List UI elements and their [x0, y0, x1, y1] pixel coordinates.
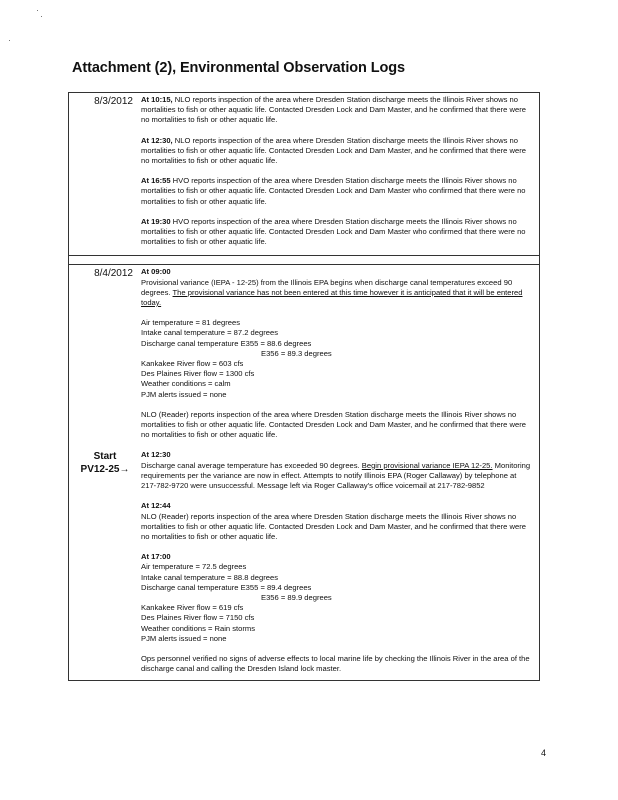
entry-text-underlined: The provisional variance has not been entered at this time however it is anticipated that it will be entered today.: [141, 287, 523, 308]
air-temperature: Air temperature = 81 degrees: [141, 318, 240, 328]
weather-conditions: Weather conditions = Rain storms: [141, 623, 256, 633]
desplaines-flow: Des Plaines River flow = 7150 cfs: [141, 613, 255, 623]
readings-block: [141, 318, 533, 400]
entry-text: Ops personnel verified no signs of adverse effects to local marine life by checking the Illinois River in the area of the discharge canal and calling the Dresden Island lock master.: [141, 653, 530, 674]
entry-time: At 10:15,: [141, 95, 173, 104]
entry-text-underlined: Begin provisional variance IEPA 12-25.: [361, 460, 493, 470]
variance-start-marker: [69, 450, 141, 476]
log-entry: [141, 136, 533, 167]
entry-text: Monitoring requirements per the variance are now in effect. Attempts to notify Illinois EPA (Roger Callaway) by telephone at 217-782-9720 were unsuccessful. Message left via Roger Callaway's office voicemail at 217-782-9852: [141, 460, 531, 491]
entry-time: At 12:44: [141, 501, 171, 511]
log-entry: [141, 267, 533, 308]
intake-temperature: Intake canal temperature = 87.2 degrees: [141, 328, 278, 338]
page-title: Attachment (2), Environmental Observation Logs: [72, 60, 405, 76]
log-entry: [80, 450, 533, 491]
page-number: 4: [540, 748, 546, 758]
log-body: [141, 93, 539, 255]
discharge-temperature: Discharge canal temperature E355 = 89.4 degrees: [141, 582, 312, 592]
entry-text: HVO reports inspection of the area where Dresden Station discharge meets the Illinois River shows no mortalities to fish or other aquatic life. Contacted Dresden Lock and Dam Master who confirmed that there were no mortalities to fish or other aquatic life.: [141, 176, 526, 206]
marker-start: Start: [93, 451, 117, 463]
entry-time: At 16:55: [141, 176, 171, 186]
entry-time: At 09:00: [141, 267, 171, 277]
entry-text: HVO reports inspection of the area where Dresden Station discharge meets the Illinois River shows no mortalities to fish or other aquatic life. Contacted Dresden Lock and Dam Master who confirmed that there were no mortalities to fish or other aquatic life.: [141, 216, 526, 247]
intake-temperature: Intake canal temperature = 88.8 degrees: [141, 572, 278, 582]
entry-time: At 19:30: [141, 216, 171, 226]
log-row-day2: [69, 264, 539, 680]
entry-text: Discharge canal average temperature has exceeded 90 degrees.: [141, 460, 360, 470]
discharge-temperature: Discharge canal temperature E355 = 88.6 degrees: [141, 338, 312, 348]
discharge-temperature-e356: E356 = 89.9 degrees: [261, 592, 332, 602]
pjm-alerts: PJM alerts issued = none: [141, 389, 227, 399]
date-label: 8/3/2012: [94, 96, 133, 107]
log-row-day1: [69, 93, 539, 255]
log-entry: [141, 501, 533, 542]
entry-time: At 17:00: [141, 552, 171, 562]
kankakee-flow: Kankakee River flow = 603 cfs: [141, 359, 244, 369]
entry-text: NLO (Reader) reports inspection of the area where Dresden Station discharge meets the Illinois River shows no mortalities to fish or other aquatic life. Contacted Dresden Lock and Dam Master, and he confirmed that there were no mortalities to fish or other aquatic life.: [141, 409, 526, 440]
entry-text: NLO (Reader) reports inspection of the area where Dresden Station discharge meets the Illinois River shows no mortalities to fish or other aquatic life. Contacted Dresden Lock and Dam Master, and he confirmed that there were no mortalities to fish or other aquatic life.: [141, 511, 526, 541]
log-entry: [141, 95, 533, 126]
row-divider: [69, 255, 539, 264]
log-entry: [141, 654, 533, 674]
entry-text: Provisional variance (IEPA - 12-25) from the Illinois EPA begins when discharge canal temperatures exceed 90 degrees.: [141, 277, 513, 297]
log-entry: [141, 410, 533, 441]
entry-text: NLO reports inspection of the area where Dresden Station discharge meets the Illinois River shows no mortalities to fish or other aquatic life. Contacted Dresden Lock and Dam Master, and he confirmed that there were no mortalities to fish or other aquatic life.: [141, 135, 526, 166]
discharge-temperature-e356: E356 = 89.3 degrees: [261, 348, 332, 358]
log-entry: [141, 217, 533, 248]
entry-time: At 12:30,: [141, 135, 173, 145]
date-cell: [69, 93, 141, 255]
kankakee-flow: Kankakee River flow = 619 cfs: [141, 603, 244, 613]
log-entry: [141, 176, 533, 207]
entry-text: NLO reports inspection of the area where Dresden Station discharge meets the Illinois River shows no mortalities to fish or other aquatic life. Contacted Dresden Lock and Dam Master, and he confirmed that there were no mortalities to fish or other aquatic life.: [141, 95, 526, 125]
air-temperature: Air temperature = 72.5 degrees: [141, 562, 247, 572]
entry-time: At 12:30: [141, 450, 171, 460]
readings-block: [141, 552, 533, 644]
marker-variance-id: PV12-25→: [80, 464, 130, 476]
date-label: 8/4/2012: [94, 268, 133, 280]
desplaines-flow: Des Plaines River flow = 1300 cfs: [141, 369, 255, 379]
weather-conditions: Weather conditions = calm: [141, 379, 231, 389]
observation-log-table: [68, 92, 540, 681]
pjm-alerts: PJM alerts issued = none: [141, 633, 227, 643]
